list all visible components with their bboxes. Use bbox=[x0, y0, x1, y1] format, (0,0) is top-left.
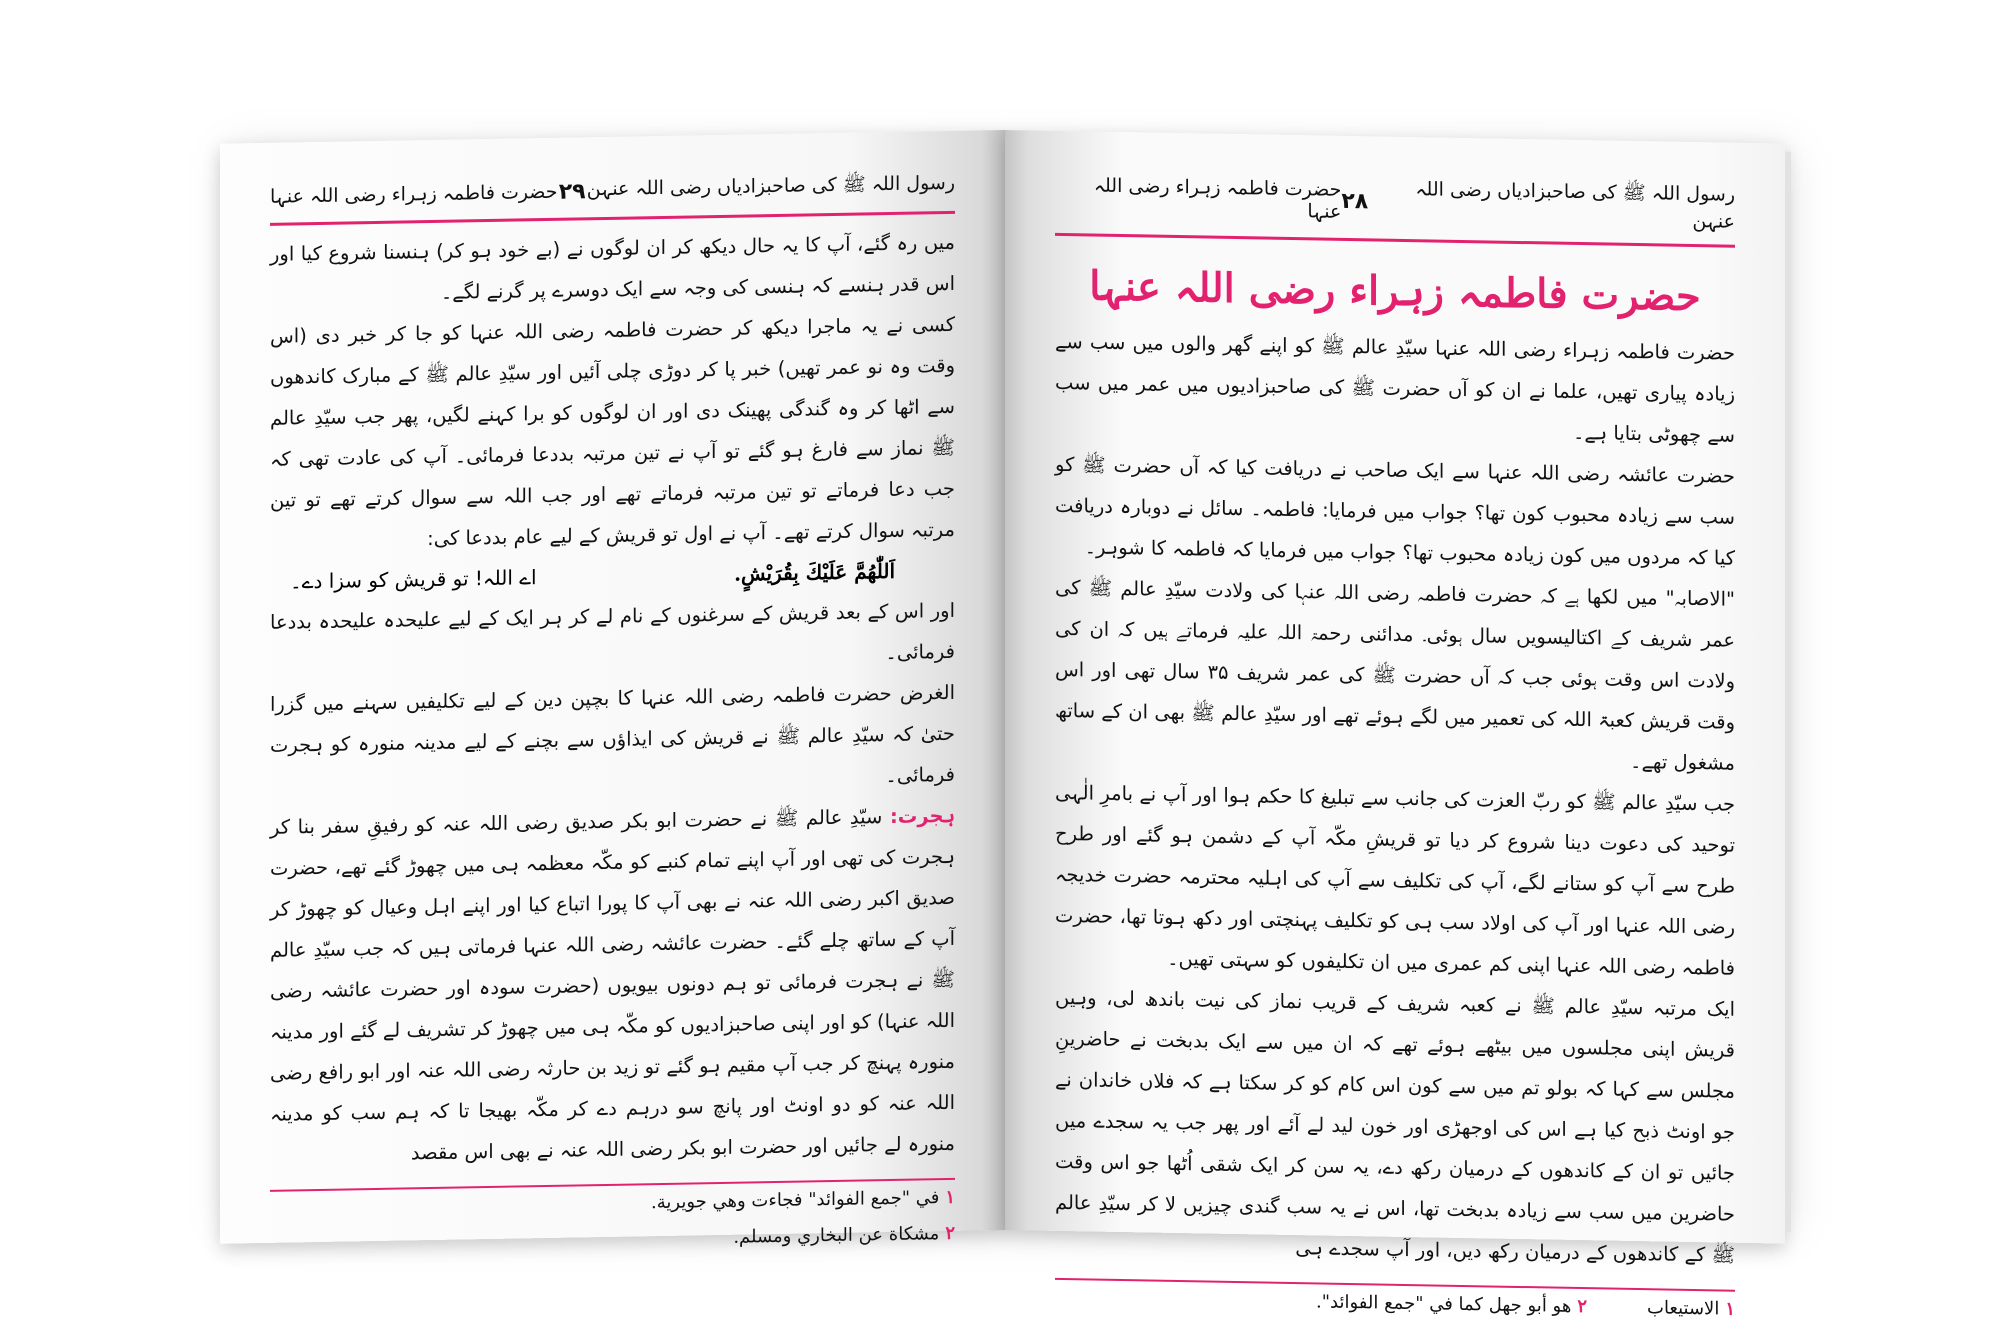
left-page-content bbox=[270, 161, 955, 1264]
right-page-header bbox=[1055, 161, 1735, 248]
left-page-body bbox=[270, 222, 955, 1176]
page-edge bbox=[1785, 152, 1791, 1232]
running-header-chapter: حضرت فاطمہ زہراء رضی اللہ عنہا bbox=[270, 180, 558, 208]
paragraph: حضرت فاطمہ زہراء رضی اللہ عنہا سیّدِ عالم ﷺ کو اپنے گھر والوں میں سب سے زیادہ پیاری تھیں، علما نے ان کو آں حضرت ﷺ کی صاحبزادیوں میں عمر میں سب سے چھوٹی بتایا ہے۔ bbox=[1055, 329, 1735, 447]
dua-arabic: اَللّٰهُمَّ عَلَيْكَ بِقُرَيْشٍ. bbox=[734, 558, 895, 586]
footnote-mark: ۱ bbox=[1725, 1298, 1735, 1320]
page-number: ۲۹ bbox=[558, 178, 586, 205]
footnote-text: في "جمع الفوائد" فجاءت وهي جويرية. bbox=[651, 1187, 940, 1214]
left-page bbox=[220, 130, 1005, 1248]
section-label-hijrat: ہجرت: bbox=[890, 803, 956, 829]
right-page bbox=[1005, 130, 1785, 1320]
running-header-chapter: حضرت فاطمہ زہراء رضی اللہ عنہا bbox=[1093, 174, 1342, 223]
footnote bbox=[1647, 1290, 1735, 1328]
footnote bbox=[1316, 1284, 1587, 1325]
running-header-book-title: رسول اللہ ﷺ کی صاحبزادیاں رضی اللہ عنہن bbox=[586, 171, 955, 201]
footnotes bbox=[270, 1180, 955, 1264]
right-page-content bbox=[1055, 161, 1735, 1328]
footnote-text: الاستيعاب bbox=[1647, 1297, 1720, 1320]
footnote-mark: ۲ bbox=[1577, 1295, 1587, 1318]
footnote-text: مشكاة عن البخاري ومسلم. bbox=[733, 1223, 940, 1248]
left-page-header bbox=[270, 161, 955, 226]
paragraph: کسی نے یہ ماجرا دیکھ کر حضرت فاطمہ رضی اللہ عنہا کو جا کر خبر دی (اس وقت وہ نو عمر تھیں) خبر پا کر دوڑی چلی آئیں اور سیّدِ عالم ﷺ کے مبارک کاندھوں سے اٹھا کر وہ گندگی پھینک دی اور ان لوگوں کو برا کہنے لگیں، پھر جب سیّدِ عالم ﷺ نماز سے فارغ ہو گئے تو آپ نے تین مرتبہ بددعا فرمائی۔ آپ کی عادت تھی کہ جب دعا فرماتے تو تین مرتبہ فرماتے تھے اور جب اللہ سے سوال کرتے تھے تو تین مرتبہ سوال کرتے تھے۔ آپ نے اول تو قریش کے لیے عام بددعا کی: bbox=[270, 312, 955, 551]
dua-translation: اے اللہ! تو قریش کو سزا دے۔ bbox=[290, 565, 537, 594]
footnote-text: هو أبو جهل كما في "جمع الفوائد". bbox=[1316, 1291, 1572, 1317]
paragraph: حضرت عائشہ رضی اللہ عنہا سے ایک صاحب نے دریافت کیا کہ آں حضرت ﷺ کو سب سے زیادہ محبوب کون تھا؟ جواب میں فرمایا: فاطمہ۔ سائل نے دوبارہ دریافت کیا کہ مردوں میں کون زیادہ محبوب تھا؟ جواب میں فرمایا کہ فاطمہ کا شوہر۔ bbox=[1055, 452, 1735, 570]
paragraph-hijrat bbox=[270, 795, 955, 1176]
chapter-title: حضرت فاطمہ زہراء رضی اللہ عنہا bbox=[1089, 262, 1701, 321]
paragraph: "الاصابہ" میں لکھا ہے کہ حضرت فاطمہ رضی اللہ عنہا کی ولادت سیّدِ عالم ﷺ کی عمر شریف کے اکتالیسویں سال ہوئی۔ مدائنی رحمۃ اللہ علیہ فرماتے ہیں کہ ان کی ولادت اس وقت ہوئی جب کہ آں حضرت ﷺ کی عمر شریف ۳۵ سال تھی اور اس وقت قریش کعبۃ اللہ کی تعمیر میں لگے ہوئے تھے اور سیّدِ عالم ﷺ بھی ان کے ساتھ مشغول تھے۔ bbox=[1055, 575, 1735, 775]
paragraph: اور اس کے بعد قریش کے سرغنوں کے نام لے کر ہر ایک کے لیے علیحدہ علیحدہ بددعا فرمائی۔ bbox=[270, 598, 955, 665]
footnote-mark: ۱ bbox=[945, 1186, 955, 1209]
paragraph: جب سیّدِ عالم ﷺ کو ربّ العزت کی جانب سے تبلیغ کا حکم ہوا اور آپ نے بامرِ الٰہی توحید کی دعوت دینا شروع کر دیا تو قریشِ مکّہ آپ کے دشمن ہو گئے اور طرح طرح سے آپ کو ستانے لگے، آپ کی تکلیف سے آپ کی اہلیہ محترمہ حضرت خدیجہ رضی اللہ عنہا اور آپ کی اولاد سب ہی کو تکلیف پہنچتی اور دکھ ہوتا تھا، حضرت فاطمہ رضی اللہ عنہا اپنی کم عمری میں ان تکلیفوں کو سہتی تھیں۔ bbox=[1055, 780, 1735, 980]
paragraph: الغرض حضرت فاطمہ رضی اللہ عنہا کا بچپن دین کے لیے تکلیفیں سہنے میں گزرا حتیٰ کہ سیّدِ عالم ﷺ نے قریش کی ایذاؤں سے بچنے کے لیے مدینہ منورہ کو ہجرت فرمائی۔ bbox=[270, 680, 955, 788]
paragraph: میں رہ گئے، آپ کا یہ حال دیکھ کر ان لوگوں نے (بے خود ہو کر) ہنسنا شروع کیا اور اس قدر ہنسے کہ ہنسی کی وجہ سے ایک دوسرے پر گرنے لگے۔ bbox=[270, 230, 955, 304]
running-header-book-title: رسول اللہ ﷺ کی صاحبزادیاں رضی اللہ عنہن bbox=[1415, 178, 1735, 233]
right-page-body bbox=[1055, 321, 1735, 1276]
hijrat-text: سیّدِ عالم ﷺ نے حضرت ابو بکر صدیق رضی اللہ عنہ کو رفیقِ سفر بنا کر ہجرت کی تھی اور آپ اپنے تمام کنبے کو مکّہ معظمہ ہی میں چھوڑ گئے تھے، حضرت صدیق اکبر رضی اللہ عنہ نے بھی آپ کا پورا اتباع کیا اور اپنے اہل وعیال کو چھوڑ کر آپ کے ساتھ چلے گئے۔ حضرت عائشہ رضی اللہ عنہا فرماتی ہیں کہ جب سیّدِ عالم ﷺ نے ہجرت فرمائی تو ہم دونوں بیویوں (حضرت سودہ اور حضرت عائشہ رضی اللہ عنہا) کو اور اپنی صاحبزادیوں کو مکّہ ہی میں چھوڑ کر تشریف لے گئے اور مدینہ منورہ پہنچ کر جب آپ مقیم ہو گئے تو زید بن حارثہ رضی اللہ عنہ اور ابو رافع رضی اللہ عنہ کو دو اونٹ اور پانچ سو درہم دے کر مکّہ بھیجا تا کہ ہم سب کو مدینہ منورہ لے جائیں اور حضرت ابو بکر رضی اللہ عنہ نے بھی اس مقصد bbox=[270, 805, 955, 1165]
paragraph: ایک مرتبہ سیّدِ عالم ﷺ نے کعبہ شریف کے قریب نماز کی نیت باندھ لی، وہیں قریش اپنی مجلسوں میں بیٹھے ہوئے تھے کہ ان میں سے ایک بدبخت نے حاضرینِ مجلس سے کہا کہ بولو تم میں سے کون اس کام کو کر سکتا ہے کہ فلاں خاندان نے جو اونٹ ذبح کیا ہے اس کی اوجھڑی اور خون لید لے آئے اور پھر جب یہ سجدے میں جائیں تو ان کے کاندھوں کے درمیان رکھ دے، یہ سن کر ایک شقی اُٹھا جو اس وقت حاضرین میں سب سے زیادہ بدبخت تھا، اس نے یہ سب گندی چیزیں لا کر سیّدِ عالم ﷺ کے کاندھوں کے درمیان رکھ دیں، اور آپ سجدے ہی bbox=[1055, 985, 1735, 1267]
page-number: ۲۸ bbox=[1341, 188, 1369, 214]
footnote-mark: ۲ bbox=[945, 1222, 955, 1245]
